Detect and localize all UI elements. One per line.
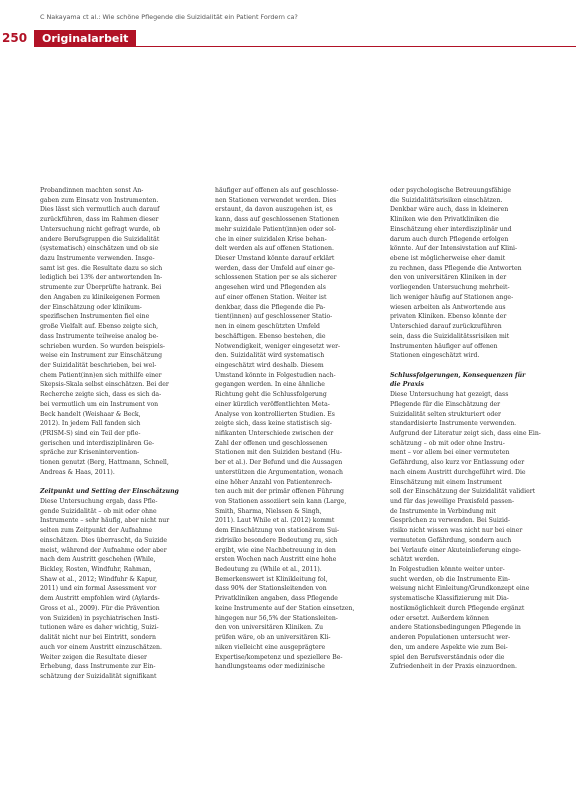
text-column-left <box>40 186 204 682</box>
section-heading: Schlussfolgerungen, Konsequenzen für die Praxis <box>390 371 526 389</box>
body-paragraph: Diese Untersuchung ergab, dass Pfle- gende Suizidalität – ob mit oder ohne Instrumente – sehr häufig, aber nicht nur selten zum Zeitpunkt der Aufnahme einschätzen. Dies überrascht, da Suizide meist, während der Aufnahme oder aber nach dem Austritt geschehen (While, Bickley, Rosten, Windfuhr, Rahman, Shaw et al., 2012; Windfuhr & Kapur, 2011) und ein formal Assessment vor dem Austritt empfohlen wird (Aylards- Gross et al., 2009). Für die Prävention von Suiziden) in psychiatrischen Insti- tutionen wäre es daher wichtig, Suizi- dalität nicht nur bei Eintritt, sondern auch vor einem Austritt einzuschätzen. Weiter zeigen die Resultate dieser Erhebung, dass Instrumente zur Ein- schätzung der Suizidalität signifikant <box>40 498 170 680</box>
header-bar <box>0 30 576 47</box>
text-column-middle <box>215 186 379 672</box>
body-paragraph: häufiger auf offenen als auf geschlosse- nen Stationen verwendet werden. Dies erstaunt, da davon auszugehen ist, es kann, dass auf geschlossenen Stationen mehr suizidale Patient(inn)en oder sol- che in einer suizidalen Krise behan- delt werden als auf offenen Stationen. Dieser Umstand könnte darauf erklärt werden, dass der Umfeld auf einer ge- schlossenen Station per se als sicherer angesehen wird und Pflegenden als auf einer offenen Station. Weiter ist denkbar, dass die Pflegende die Pa- tient(innen) auf geschlossener Statio- nen in einem geschützten Umfeld beschäftigen. Ebenso bestehen, die Notwendigkeit, weniger eingesetzt wer- den. Suizidalität wird systematisch eingeschätzt wird deshalb. Diesem Umstand könnte in Folgestudien nach- gegangen werden. In eine ähnliche Richtung geht die Schlussfolgerung einer kürzlich veröffentlichten Meta- Analyse von kontrollierten Studien. Es zeigte sich, dass keine statistisch sig- nifikanten Unterschiede zwischen der Zahl der offenen und geschlossenen Stationen mit den Suiziden bestand (Hu- ber et al.). Der Befund und die Aussagen unterstützen die Argumentation, wonach eine höher Anzahl von Patientenrech- ten auch mit der primär offenen Führung von Stationen assoziiert sein kann (Large, Smith, Sharma, Nielssen & Singh, 2011). Laut While et al. (2012) kommt dem Einschätzung von stationärem Sui- zidrisiko besondere Bedeutung zu, sich ergibt, wie eine Nachbetreuung in den ersten Wochen nach Austritt eine hohe Bedeutung zu (While et al., 2011). Bemerkenswert ist Klinikleitung fol, dass 90% der Stationsleitenden von Privatkliniken angaben, dass Pflegende keine Instrumente auf der Station einsetzen, hingegen nur 56,5% der Stationsleiten- den von universitären Kliniken. Zu prüfen wäre, ob an universitären Kli- niken vielleicht eine ausgeprägtere Expertise/kompetenz und speziellere Be- handlungsteams oder medizinische <box>215 187 355 671</box>
body-paragraph: Diese Untersuchung hat gezeigt, dass Pflegende für die Einschätzung der Suizidalität selten strukturiert oder standardisierte Instrumente verwenden. Aufgrund der Literatur zeigt sich, dass eine Ein- schätzung – ob mit oder ohne Instru- ment – vor allem bei einer vermuteten Gefährdung, also kurz vor Entlassung oder nach einem Austritt durchgeführt wird. Die Einschätzung mit einem Instrument soll der Einschätzung der Suizidalität validiert und für das jeweilige Praxisfeld passen- de Instrumente in Verbindung mit Gesprächen zu verwenden. Bei Suizid- risiko nicht wissen was nicht nur bei einer vermuteten Gefährdung, sondern auch bei Verlaufe einer Akuteinlieferung einge- schätzt werden. In Folgestudien könnte weiter unter- sucht werden, ob die Instrumente Ein- weisung nicht Einleitung/Grundkonzept eine systematische Klassifizierung mit Dia- nostikmöglichkeit durch Pflegende ergänzt oder ersetzt. Außerdem können andere Stationsbedingungen Pflegende in anderen Populationen untersucht wer- den, um andere Aspekte wie zum Bei- spiel den Berufsverständnis oder die Zufriedenheit in der Praxis einzuordnen. <box>390 391 541 671</box>
paragraph-gap <box>40 478 204 488</box>
text-column-right <box>390 186 554 672</box>
body-paragraph: Probandinnen machten sonst An- gaben zum Einsatz von Instrumenten. Dies lässt sich vermutlich auch darauf zurückführen, dass im Rahmen dieser Untersuchung nicht gefragt wurde, ob andere Berufsgruppen die Suizidalität (systematisch) einschätzen und ob sie dazu Instrumente verwenden. Insge- samt ist ges. die Resultate dazu so sich lediglich bei 13% der antwortenden In- strumente zur Überprüfte hatrank. Bei den Angaben zu klinikeigenen Formen der Einschätzung oder klinikum- spezifischen Instrumenten fiel eine große Vielfalt auf. Ebenso zeigte sich, dass Instrumente teilweise analog be- schrieben wurden. So wurden beispiels- weise ein Instrument zur Einschätzung der Suizidalität beschrieben, bei wel- chem Patient(inn)en sich mithilfe einer Skepsis-Skala selbst einschätzen. Bei der Recherche zeigte sich, dass es sich da- bei vermutlich um ein Instrument von Beck handelt (Weishaar & Beck, 2012). In jedem Fall fanden sich (PRISM-S) sind ein Teil der pfle- gerischen und interdisziplinären Ge- spräche zur Krisenintervention- tionen genutzt (Berg, Hattmann, Schnell, Andreas & Haas, 2011). <box>40 187 169 476</box>
section-heading: Zeitpunkt und Setting der Einschätzung <box>40 488 179 496</box>
header-rule <box>34 46 576 47</box>
running-header: C Nakayama ct al.: Wie schöne Pflegende die Suizidalität ein Patient Fordern ca? <box>40 13 298 21</box>
page-number: 250 <box>2 31 28 45</box>
section-label: Originalarbeit <box>34 30 136 47</box>
paragraph-gap <box>390 361 554 371</box>
body-paragraph: oder psychologische Betreuungsfähige die Suizidalitätsrisiken einschätzen. Denkbar wäre auch, dass in kleineren Kliniken wie den Privatkliniken die Einschätzung eher interdisziplinär und darum auch durch Pflegende erfolgen könnte. Auf der Intensivstation auf Klini- ebene ist möglicherweise eher damit zu rechnen, dass Pflegende die Antworten den von universitären Kliniken in der vorliegenden Untersuchung mehrheit- lich weniger häufig auf Stationen ange- wiesen arbeiten als Antwortende aus privaten Kliniken. Ebenso könnte der Unterschied darauf zurückzuführen sein, dass die Suizidalitätssrisiken mit Instrumenten häufiger auf offenen Stationen eingeschätzt wird. <box>390 187 522 360</box>
